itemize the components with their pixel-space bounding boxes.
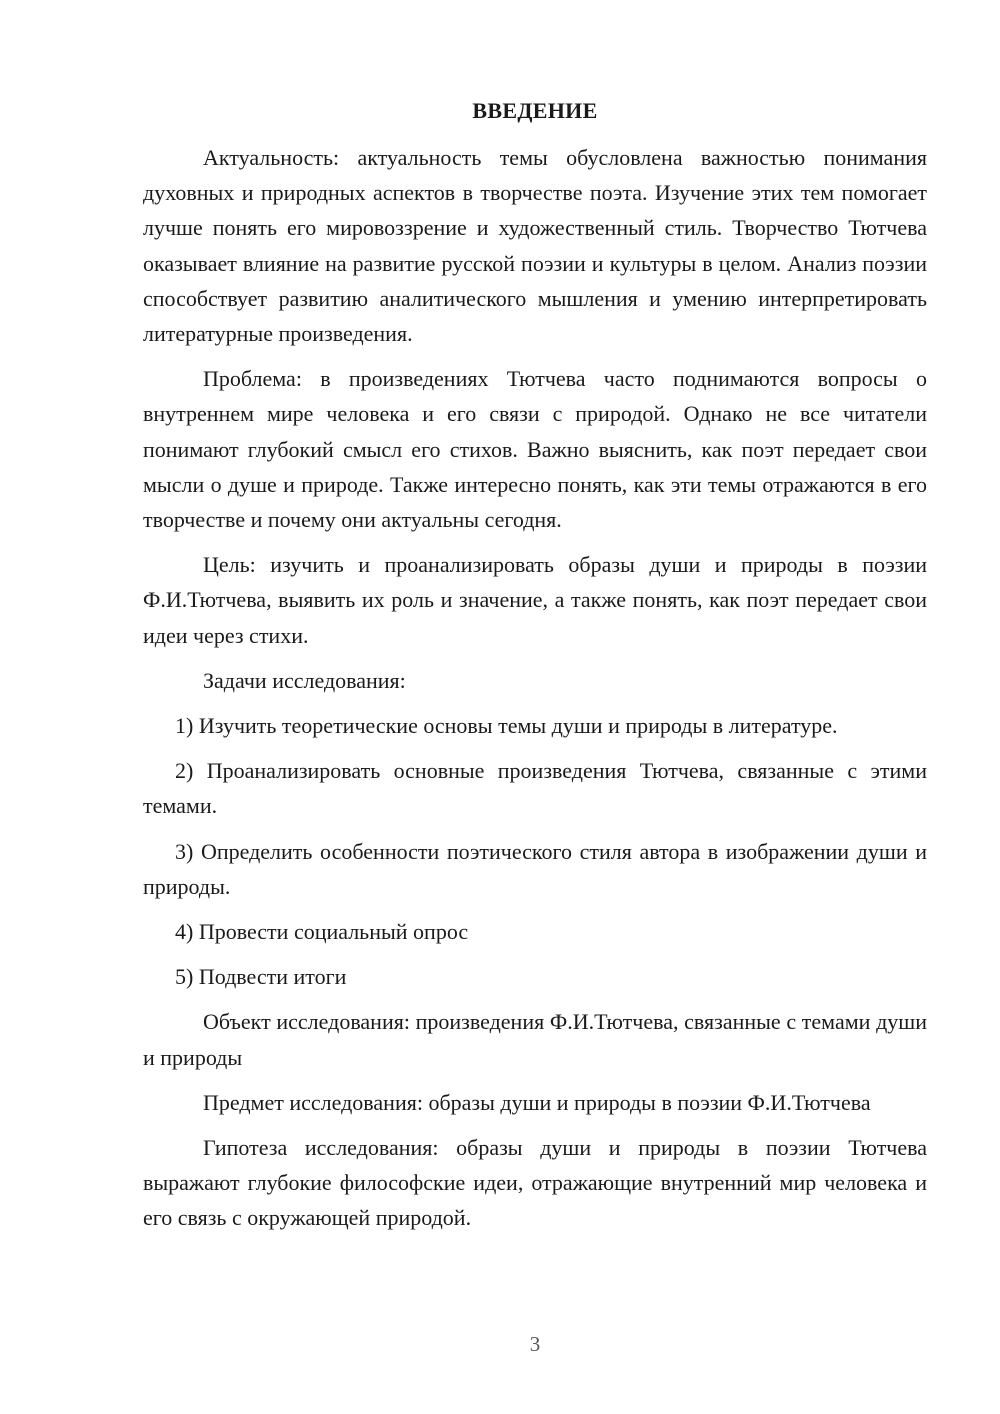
- goal-paragraph: Цель: изучить и проанализировать образы души и природы в поэзии Ф.И.Тютчева, выявить их роль и значение, а также понять, как поэт передает свои идеи через стихи.: [143, 552, 927, 648]
- tasks-heading: Задачи исследования:: [203, 667, 406, 693]
- task-item: 5) Подвести итоги: [175, 964, 347, 990]
- problem-paragraph: Проблема: в произведениях Тютчева часто поднимаются вопросы о внутреннем мире человека и его связи с природой. Однако не все читатели понимают глубокий смысл его стихов. Важно выяснить, как поэт передает свои мысли о душе и природе. Также интересно понять, как эти темы отражаются в его творчестве и почему они актуальны сегодня.: [143, 366, 927, 533]
- task-item: 3) Определить особенности поэтического стиля автора в изображении души и природы.: [143, 838, 927, 899]
- relevance-paragraph: Актуальность: актуальность темы обусловлена важностью понимания духовных и природных аспектов в творчестве поэта. Изучение этих тем помогает лучше понять его мировоззрение и художественный стиль. Творчество Тютчева оказывает влияние на развитие русской поэзии и культуры в целом. Анализ поэзии способствует развитию аналитического мышления и умению интерпретировать литературные произведения.: [143, 145, 927, 347]
- subject-paragraph: Предмет исследования: образы души и природы в поэзии Ф.И.Тютчева: [203, 1089, 871, 1115]
- page-number: 3: [529, 1332, 541, 1356]
- section-title: ВВЕДЕНИЕ: [472, 98, 598, 123]
- object-paragraph: Объект исследования: произведения Ф.И.Тютчева, связанные с темами души и природы: [143, 1009, 927, 1070]
- document-page: [143, 96, 927, 1246]
- task-item: 4) Провести социальный опрос: [175, 919, 469, 945]
- task-item: 1) Изучить теоретические основы темы души и природы в литературе.: [175, 713, 838, 739]
- hypothesis-paragraph: Гипотеза исследования: образы души и природы в поэзии Тютчева выражают глубокие философские идеи, отражающие внутренний мир человека и его связь с окружающей природой.: [143, 1135, 927, 1231]
- task-item: 2) Проанализировать основные произведения Тютчева, связанные с этими темами.: [143, 758, 927, 819]
